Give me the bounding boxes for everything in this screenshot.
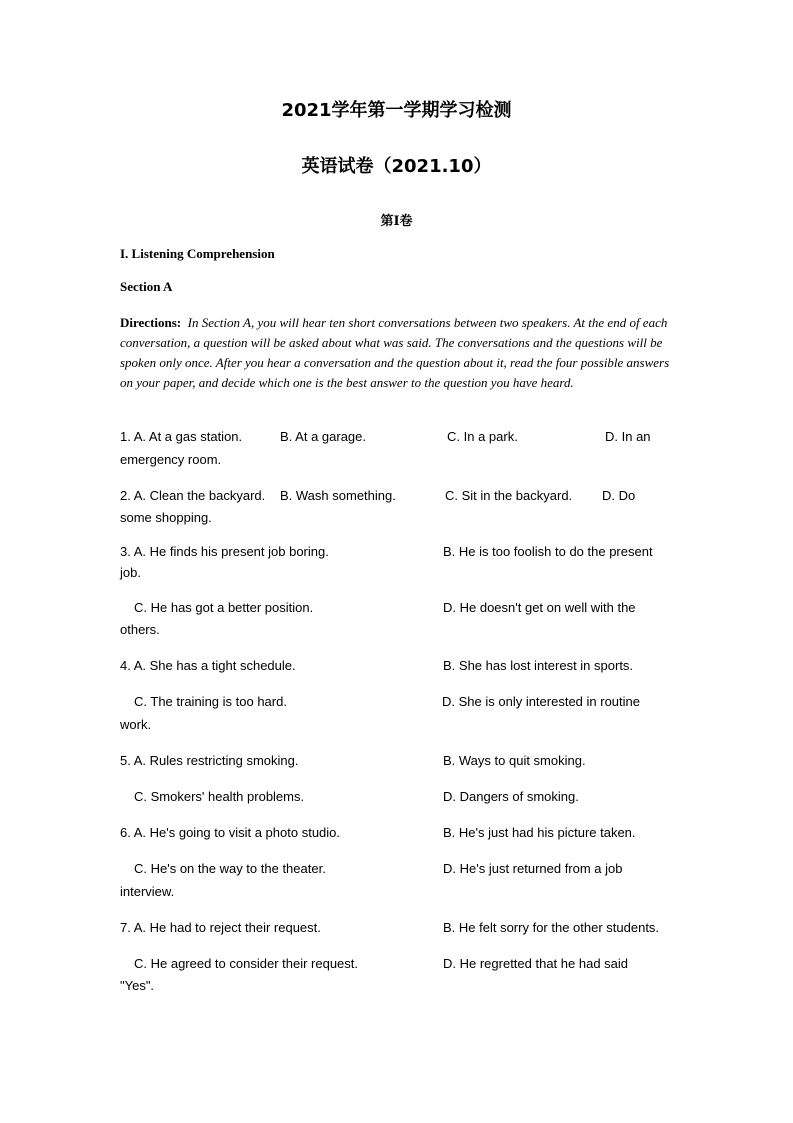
- option-c: C. Sit in the backyard.: [445, 488, 573, 503]
- directions-label: Directions:: [120, 315, 182, 330]
- option-d: D. She is only interested in routine: [442, 694, 640, 709]
- option-c: C. In a park.: [447, 429, 518, 444]
- option-a: 5. A. Rules restricting smoking.: [120, 753, 299, 768]
- option-c: C. The training is too hard.: [134, 694, 287, 709]
- option-b: B. At a garage.: [280, 429, 367, 444]
- option-a: 1. A. At a gas station.: [120, 429, 243, 444]
- exam-subtitle: 英语试卷（2021.10）: [301, 156, 492, 177]
- option-b: B. Ways to quit smoking.: [443, 753, 586, 768]
- option-a: 6. A. He's going to visit a photo studio.: [120, 825, 341, 840]
- option-d-continuation: some shopping.: [120, 510, 212, 525]
- option-d-continuation: others.: [120, 622, 160, 637]
- option-d: D. He's just returned from a job: [443, 861, 623, 876]
- option-b: B. She has lost interest in sports.: [443, 658, 634, 673]
- option-d-continuation: interview.: [120, 884, 175, 899]
- option-b-continuation: job.: [120, 565, 141, 580]
- section-heading: Section A: [120, 279, 173, 294]
- option-a: 2. A. Clean the backyard.: [120, 488, 266, 503]
- exam-title: 2021学年第一学期学习检测: [281, 100, 512, 121]
- option-a: 3. A. He finds his present job boring.: [120, 544, 329, 559]
- option-b: B. He is too foolish to do the present: [443, 544, 653, 559]
- part-heading: I. Listening Comprehension: [120, 246, 275, 261]
- option-d: D. Dangers of smoking.: [443, 789, 579, 804]
- option-c: C. He's on the way to the theater.: [134, 861, 326, 876]
- directions: [120, 313, 680, 393]
- directions-text: In Section A, you will hear ten short conversations between two speakers. At the end of each conversation, a question will be asked about what was said. The conversations and the questions will be spoken only once. After you hear a conversation and the question about it, read the four possible answers on your paper, and decide which one is the best answer to the question you have heard.: [120, 315, 670, 390]
- option-a: 7. A. He had to reject their request.: [120, 920, 321, 935]
- option-b: B. He felt sorry for the other students.: [443, 920, 660, 935]
- option-b: B. He's just had his picture taken.: [443, 825, 636, 840]
- option-d-continuation: "Yes".: [120, 978, 155, 993]
- option-c: C. Smokers' health problems.: [134, 789, 305, 804]
- volume-label: 第I卷: [380, 214, 413, 229]
- option-d-continuation: emergency room.: [120, 452, 222, 467]
- option-d: D. Do: [602, 488, 636, 503]
- option-d: D. He regretted that he had said: [443, 956, 629, 971]
- option-d-continuation: work.: [120, 717, 152, 732]
- option-d: D. In an: [605, 429, 651, 444]
- option-d: D. He doesn't get on well with the: [443, 600, 636, 615]
- option-a: 4. A. She has a tight schedule.: [120, 658, 296, 673]
- option-c: C. He agreed to consider their request.: [134, 956, 359, 971]
- option-b: B. Wash something.: [280, 488, 396, 503]
- option-c: C. He has got a better position.: [134, 600, 314, 615]
